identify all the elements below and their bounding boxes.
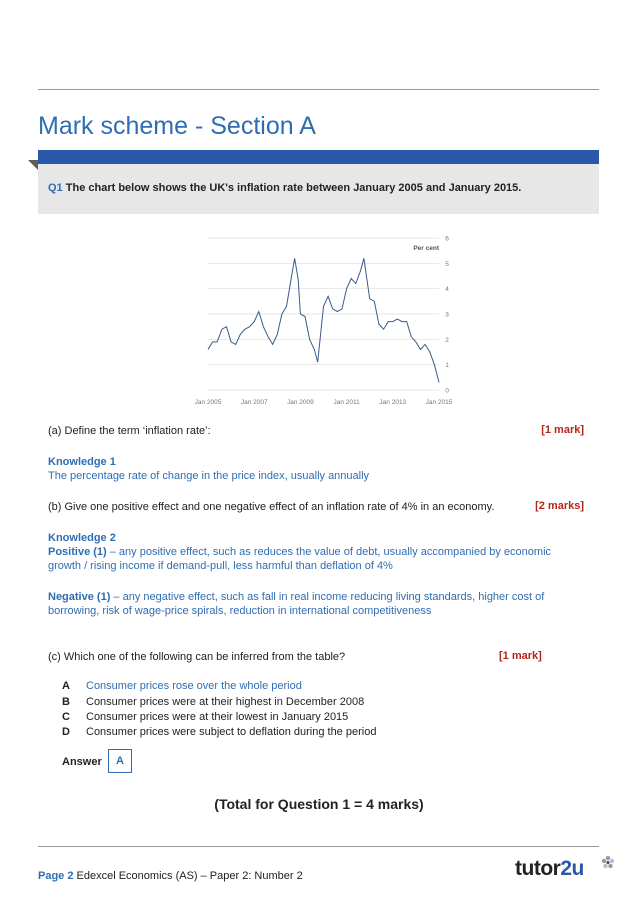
chart-y-tick-label: 2 [445,336,449,344]
option-letter: B [62,696,70,708]
footer-rule [38,846,599,847]
part-b-positive [48,545,551,559]
part-a-prompt: (a) Define the term ‘inflation rate’: [48,425,211,437]
chart-x-tick-label: Jan 2015 [425,399,453,406]
negative-text-1: – any negative effect, such as fall in real income reducing living standards, higher cost of [110,591,545,603]
logo-text-accent: 2u [560,857,584,880]
footer [38,870,303,882]
part-c-prompt: (c) Which one of the following can be inferred from the table? [48,651,346,663]
footer-text: Edexcel Economics (AS) – Paper 2: Number 2 [73,870,303,882]
chart-y-tick-label: 0 [445,387,449,395]
total-marks: (Total for Question 1 = 4 marks) [214,796,424,812]
option-text: Consumer prices were at their highest in December 2008 [86,696,365,708]
chart-y-tick-label: 3 [445,311,449,319]
chart-series-line [208,258,439,382]
part-b-prompt: (b) Give one positive effect and one negative effect of an inflation rate of 4% in an economy. [48,501,495,513]
part-a-answer: The percentage rate of change in the price index, usually annually [48,470,370,482]
option-d [62,726,376,738]
option-letter: C [62,711,70,723]
chart-y-ticks [445,236,449,395]
tutor2u-logo [515,857,584,881]
answer-box: A [108,749,132,773]
question-text [48,182,521,194]
option-b [62,696,364,708]
part-a-heading: Knowledge 1 [48,456,116,468]
option-letter: A [62,680,70,692]
positive-text-2: growth / rising income if demand-pull, less harmful than deflation of 4% [48,560,393,572]
logo-text: tutor [515,857,561,880]
inflation-chart [194,226,460,412]
option-text: Consumer prices were subject to deflation during the period [86,726,377,738]
part-b-heading: Knowledge 2 [48,532,116,544]
part-c-marks: [1 mark] [499,650,542,662]
answer-label: Answer [62,756,102,768]
positive-label: Positive (1) [48,546,107,558]
chart-x-tick-label: Jan 2007 [240,399,268,406]
question-band-fold [28,160,38,170]
option-c [62,711,348,723]
chart-y-tick-label: 4 [445,286,449,294]
option-text: Consumer prices were at their lowest in January 2015 [86,711,349,723]
page-title: Mark scheme - Section A [38,112,316,140]
chart-y-tick-label: 1 [445,362,449,370]
option-a [62,680,302,692]
question-number: Q1 [48,182,63,194]
negative-text-2: borrowing, risk of wage-price spirals, reduction in international competitiveness [48,605,432,617]
header-rule [38,89,599,90]
chart-y-tick-label: 5 [445,260,449,268]
page-number: Page 2 [38,870,74,882]
chart-x-ticks [195,399,453,406]
chart-x-tick-label: Jan 2009 [287,399,314,406]
question-body: The chart below shows the UK's inflation rate between January 2005 and January 2015. [65,182,522,194]
logo-flower-icon [601,855,615,869]
chart-grid [208,238,439,390]
chart-x-tick-label: Jan 2013 [379,399,407,406]
option-text: Consumer prices rose over the whole period [86,680,302,692]
part-a-marks: [1 mark] [541,424,584,436]
negative-label: Negative (1) [48,591,111,603]
positive-text-1: – any positive effect, such as reduces the value of debt, usually accompanied by economic [106,546,552,558]
chart-x-tick-label: Jan 2011 [333,399,360,406]
chart-y-label: Per cent [413,245,439,252]
chart-y-tick-label: 6 [445,235,449,243]
question-band [38,150,599,164]
chart-x-tick-label: Jan 2005 [194,399,222,406]
option-letter: D [62,726,70,738]
part-b-marks: [2 marks] [535,500,584,512]
part-b-negative [48,590,544,604]
